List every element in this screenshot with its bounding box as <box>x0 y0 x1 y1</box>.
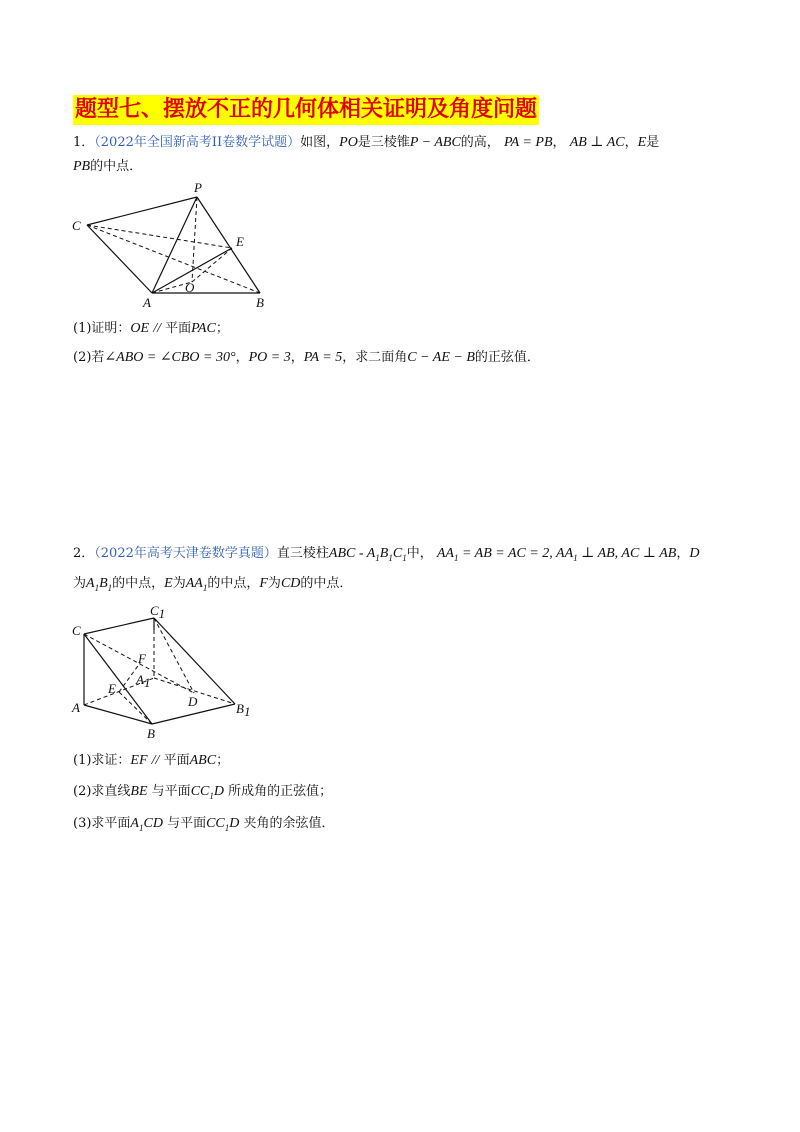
q1-math: E <box>637 135 647 150</box>
q2-sub: 1 <box>375 552 380 563</box>
q2-part1 <box>73 752 229 770</box>
q2-text: 直三棱柱 <box>276 546 329 561</box>
q1-part-text: ， <box>235 350 249 365</box>
q2-sub: 1 <box>402 552 407 563</box>
q1-math: PB <box>73 159 91 174</box>
q1-math: PA = PB <box>503 135 553 150</box>
q1-text: 是三棱锥 <box>357 135 410 150</box>
q2-part3 <box>73 815 335 837</box>
q2-math: CD <box>280 576 301 591</box>
q2-part-math-plane1 <box>130 816 163 831</box>
q2-part-text: 平面 <box>163 753 190 768</box>
label-f: F <box>138 651 146 666</box>
q1-part-math: PA = 5 <box>303 350 343 365</box>
q1-text: 是 <box>646 135 660 150</box>
q1-part-math: PAC <box>191 321 216 336</box>
q2-math: = AB = AC = 2, AA <box>458 546 574 561</box>
q2-text: 为 <box>267 576 281 591</box>
q1-math: PO <box>339 135 358 150</box>
q1-text: 的高， <box>460 135 500 150</box>
q1-part-math: ∠ABO = ∠CBO = 30° <box>104 350 236 365</box>
label-b1 <box>236 701 250 719</box>
q2-math-prism <box>329 546 407 561</box>
q2-sub: 1 <box>388 552 393 563</box>
q1-number: 1． <box>73 135 95 150</box>
label-a1-sub: 1 <box>143 675 151 690</box>
q1-part-text: ； <box>215 321 229 336</box>
q2-stem-line2 <box>73 575 352 597</box>
q1-math: P − ABC <box>409 135 461 150</box>
label-c1-sub: 1 <box>158 606 166 621</box>
q2-part-math: EF <box>130 753 148 768</box>
q2-part-math: // <box>151 753 160 768</box>
label-a: A <box>143 295 151 310</box>
q1-part-math: C − AE − B <box>407 350 475 365</box>
q2-part-math: BE <box>130 784 148 799</box>
q2-text: ， <box>676 546 690 561</box>
q2-part-text: (3)求平面 <box>73 816 131 831</box>
q1-part2 <box>73 349 540 367</box>
edge-cp <box>87 197 197 225</box>
q2-math: AA <box>436 546 454 561</box>
q1-part1 <box>73 320 229 338</box>
edge-pb <box>197 197 260 293</box>
q2-text: 为 <box>73 576 87 591</box>
q2-part-math: ABC <box>189 753 217 768</box>
q1-part-text: 的正弦值． <box>474 350 540 365</box>
q2-part-math: A <box>130 816 139 831</box>
edge-ab <box>84 705 152 724</box>
q2-math: E <box>164 576 173 591</box>
q1-part-text: (1)证明： <box>73 321 131 336</box>
q2-part-text: (1)求证： <box>73 753 131 768</box>
q2-source: （2022年高考天津卷数学真题） <box>94 546 277 561</box>
q1-figure-pyramid <box>70 180 280 310</box>
q1-text: 的中点． <box>90 159 143 174</box>
q2-math: F <box>259 576 268 591</box>
q2-sub: 1 <box>107 582 113 593</box>
q2-part-math: CC <box>206 816 225 831</box>
q2-part2 <box>73 783 332 805</box>
q2-math: B <box>99 576 108 591</box>
label-a1-letter: A <box>136 672 144 687</box>
edge-oe <box>192 248 232 282</box>
q1-source: （2022年全国新高考II卷数学试题） <box>94 135 301 150</box>
q1-part-text: 平面 <box>165 321 192 336</box>
q2-text: 的中点， <box>207 576 260 591</box>
q2-part-text: 与平面 <box>167 816 207 831</box>
q1-math: AB ⊥ AC <box>569 135 625 150</box>
label-a1 <box>135 672 150 690</box>
edge-cb <box>87 225 260 293</box>
q2-math-conditions <box>437 546 676 561</box>
q1-text: ， <box>552 135 566 150</box>
q2-part-text: ； <box>216 753 230 768</box>
q2-text: 的中点， <box>112 576 165 591</box>
edge-cc1 <box>84 618 154 634</box>
q1-stem-line2 <box>73 158 142 176</box>
q2-text: 中， <box>406 546 433 561</box>
q2-math: AA <box>185 576 203 591</box>
q2-sub: 1 <box>138 822 144 833</box>
q2-math-aa1 <box>186 576 208 591</box>
q1-text: ， <box>624 135 638 150</box>
q2-math: D <box>689 546 700 561</box>
q2-sub: 1 <box>453 552 459 563</box>
label-a: A <box>72 700 80 715</box>
label-e: E <box>108 681 116 696</box>
label-b1-sub: 1 <box>243 704 251 719</box>
q2-part-text: 夹角的余弦值． <box>243 816 335 831</box>
q2-part-text: (2)求直线 <box>73 784 131 799</box>
section-title: 题型七、摆放不正的几何体相关证明及角度问题 <box>73 95 539 125</box>
q2-stem-line1 <box>73 545 699 567</box>
q1-stem-line1 <box>73 134 659 152</box>
q2-number: 2． <box>73 546 95 561</box>
edge-ca <box>87 225 152 293</box>
edge-ap <box>152 197 197 293</box>
q2-sub: 1 <box>209 790 214 801</box>
label-e: E <box>236 234 244 249</box>
q2-math: A <box>86 576 95 591</box>
q2-sub: 1 <box>573 552 578 563</box>
label-p: P <box>194 180 202 195</box>
q1-text: 如图， <box>300 135 340 150</box>
q2-part-math-plane2 <box>206 816 239 831</box>
q2-figure-prism <box>70 600 270 740</box>
q1-part-math: // <box>153 321 162 336</box>
label-d: D <box>188 694 198 709</box>
label-b1-letter: B <box>236 701 244 716</box>
q2-part-math: D <box>213 784 224 799</box>
q2-math: C <box>392 546 403 561</box>
q1-part-math: PO = 3 <box>248 350 291 365</box>
edge-ce <box>87 225 232 248</box>
q2-part-text: 所成角的正弦值； <box>228 784 333 799</box>
q1-part-text: ， <box>290 350 304 365</box>
label-o: O <box>185 280 195 295</box>
q2-math: ⊥ AB, AC ⊥ AB <box>577 546 677 561</box>
q2-sub: 1 <box>224 822 230 833</box>
q2-text: 的中点． <box>300 576 353 591</box>
label-c1-letter: C <box>150 603 159 618</box>
label-b: B <box>147 726 155 741</box>
q2-part-math: CC <box>190 784 210 799</box>
q2-math: ABC - A <box>328 546 376 561</box>
q2-part-text: 与平面 <box>151 784 191 799</box>
label-c: C <box>72 623 81 638</box>
q1-part-text: ，求二面角 <box>342 350 408 365</box>
label-b: B <box>256 295 264 310</box>
q2-sub: 1 <box>94 582 100 593</box>
label-c: C <box>72 218 81 233</box>
q2-part-math: D <box>229 816 240 831</box>
q2-part-math-plane <box>191 784 224 799</box>
q2-math: B <box>379 546 389 561</box>
q2-math-a1b1 <box>86 576 112 591</box>
q1-part-text: (2)若 <box>73 350 105 365</box>
q1-part-math: OE <box>130 321 150 336</box>
q2-part-math: CD <box>143 816 163 831</box>
q2-text: 为 <box>172 576 186 591</box>
q2-sub: 1 <box>202 582 208 593</box>
